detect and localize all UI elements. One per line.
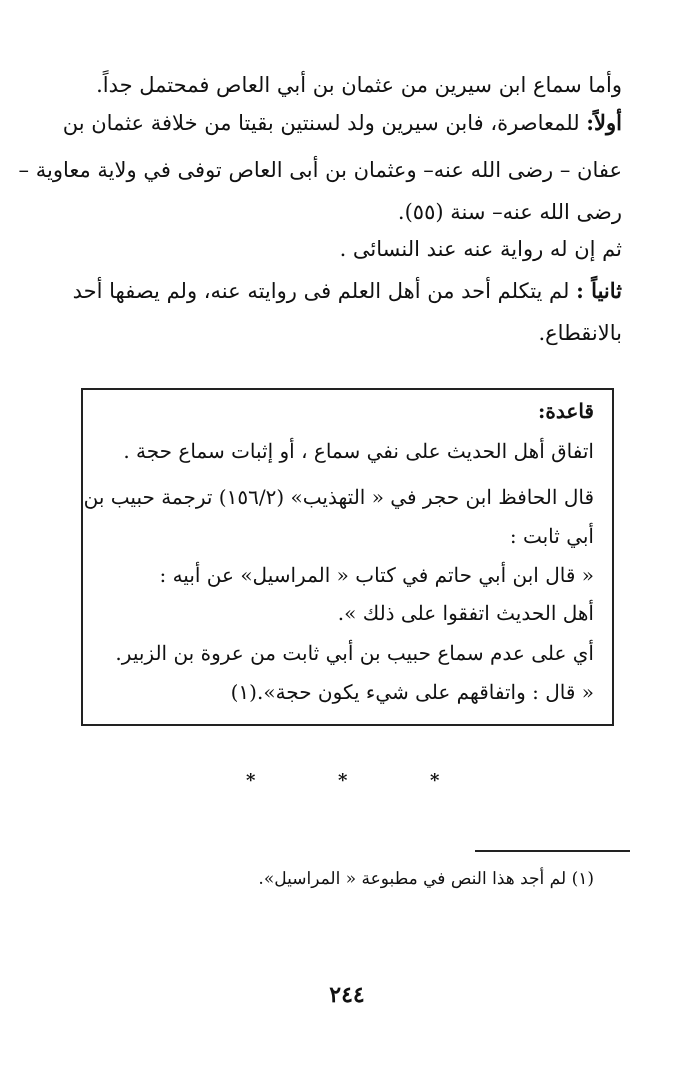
footnote: (١) لم أجد هذا النص في مطبوعة « المراسيل». [258, 869, 594, 889]
second-point-label: ثانياً : [576, 278, 622, 303]
rule-box-line-6: أي على عدم سماع حبيب بن أبي ثابت من عروة بن الزبير. [115, 641, 594, 665]
body-line-6 [72, 276, 622, 306]
rule-box-line-1: اتفاق أهل الحديث على نفي سماع ، أو إثبات سماع حجة . [123, 439, 594, 463]
body-line-1: وأما سماع ابن سيرين من عثمان بن أبي العاص فمحتمل جداً. [96, 73, 622, 97]
section-separator [0, 770, 694, 800]
page-number: ٢٤٤ [329, 982, 365, 1008]
rule-box-line-2: قال الحافظ ابن حجر في « التهذيب» (١٥٦/٢) ترجمة حبيب بن [83, 485, 594, 509]
separator-star-2: * [338, 770, 348, 791]
rule-box-line-4: « قال ابن أبي حاتم في كتاب « المراسيل» عن أبيه : [159, 563, 594, 587]
separator-star-1: * [246, 770, 256, 791]
separator-star-3: * [430, 770, 440, 791]
rule-box-title: قاعدة: [538, 399, 594, 423]
body-line-3: عفان – رضى الله عنه– وعثمان بن أبى العاص توفى في ولاية معاوية – [18, 158, 622, 182]
body-line-4: رضى الله عنه– سنة (٥٥). [397, 200, 622, 224]
body-line-7: بالانقطاع. [538, 321, 622, 345]
rule-box-line-5: أهل الحديث اتفقوا على ذلك ». [337, 601, 594, 625]
rule-box-line-3: أبي ثابت : [509, 524, 594, 548]
second-point-text: لم يتكلم أحد من أهل العلم فى روايته عنه، ولم يصفها أحد [72, 279, 577, 303]
body-line-2 [62, 108, 622, 138]
rule-box-line-7: « قال : واتفاقهم على شيء يكون حجة».(١) [230, 680, 594, 704]
first-point-label: أولاً: [586, 110, 622, 135]
footnote-divider [475, 850, 630, 852]
first-point-text: للمعاصرة، فابن سيرين ولد لسنتين بقيتا من خلافة عثمان بن [62, 111, 587, 135]
body-line-5: ثم إن له رواية عنه عند النسائى . [339, 237, 622, 261]
rule-box [81, 388, 614, 726]
